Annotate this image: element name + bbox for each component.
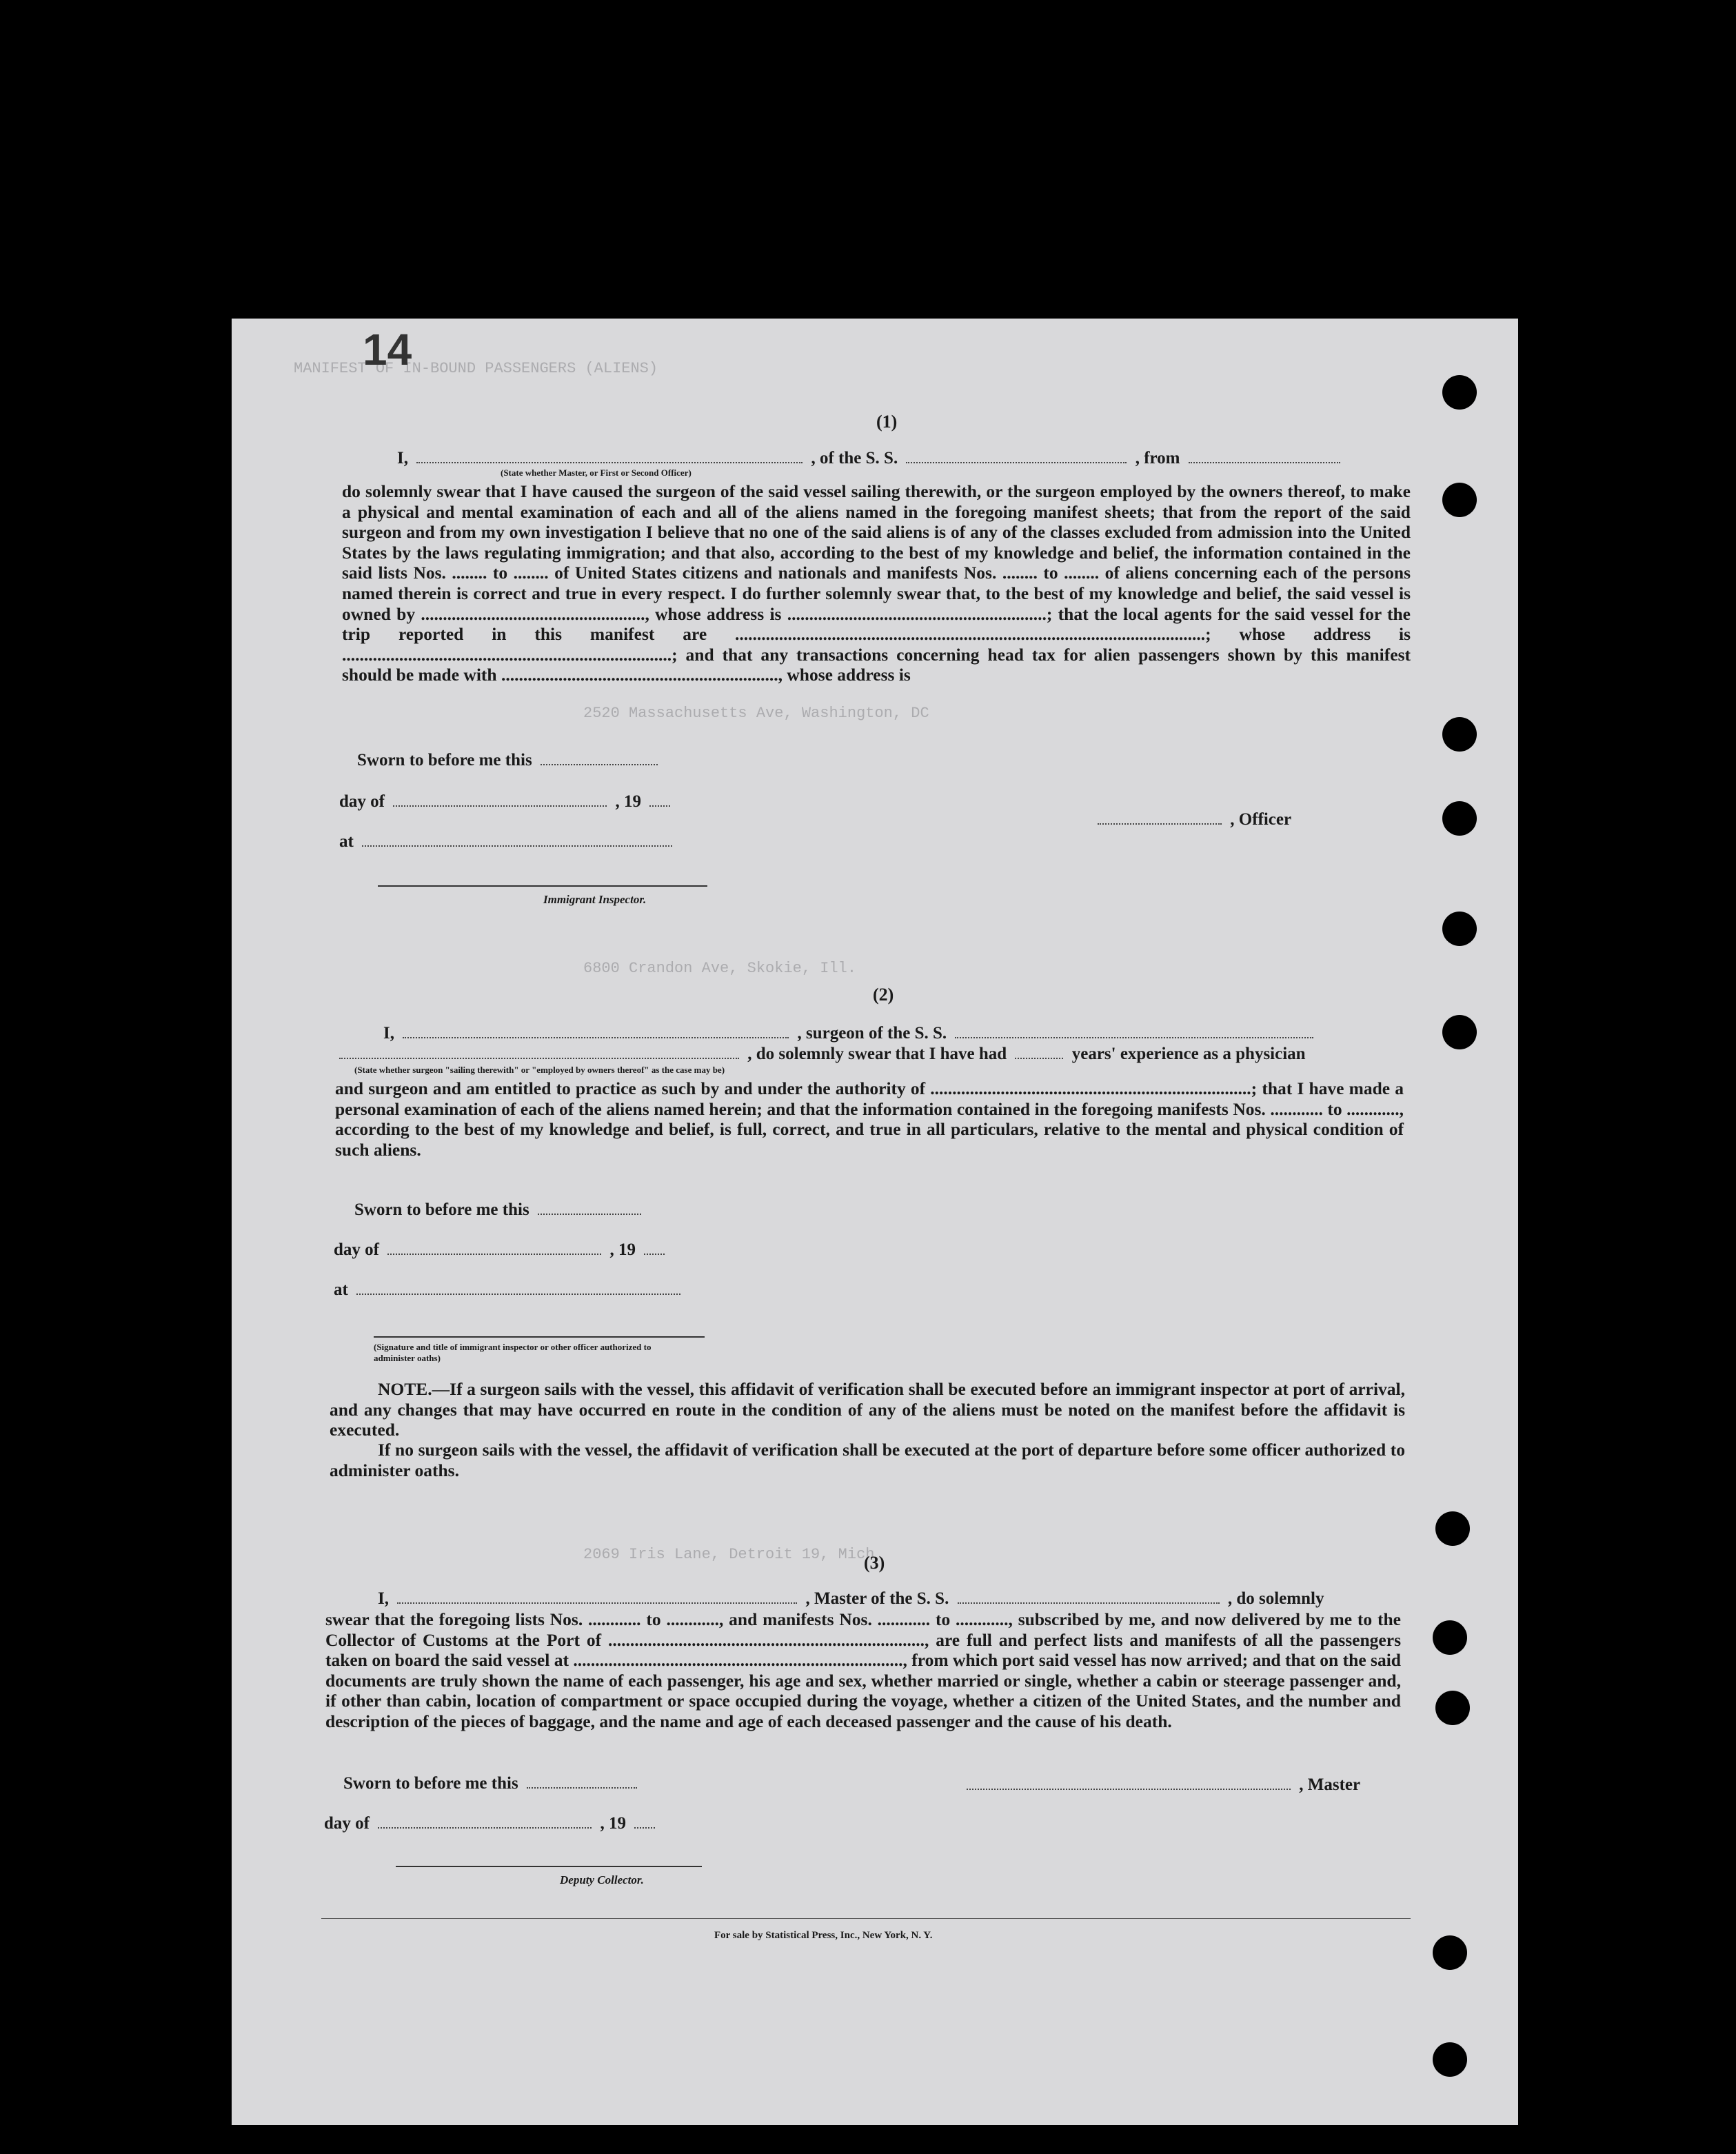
at-label: at [334, 1280, 348, 1299]
punch-hole [1433, 1620, 1467, 1655]
master-line [962, 1775, 1360, 1795]
pronoun: I, [397, 449, 408, 467]
bleed-through-text: 2069 Iris Lane, Detroit 19, Mich [583, 1546, 875, 1563]
blank-field[interactable] [393, 805, 607, 807]
oath-line [397, 448, 1344, 469]
manifest-sheet [232, 319, 1518, 2125]
master-of-label: , Master of the S. S. [805, 1589, 949, 1608]
note-paragraph [330, 1379, 1405, 1440]
at-line [334, 1280, 685, 1300]
bleed-through-text: 2520 Massachusetts Ave, Washington, DC [583, 705, 929, 722]
blank-field[interactable] [644, 1254, 665, 1255]
day-line [324, 1813, 659, 1834]
day-of-label: day of [334, 1240, 379, 1259]
year-label: , 19 [609, 1240, 636, 1259]
punch-hole [1433, 1935, 1467, 1970]
officer-line [1093, 809, 1291, 830]
field-note: (State whether surgeon "sailing therewith" or "employed by owners thereof" as the case may be) [354, 1065, 725, 1075]
blank-field[interactable] [541, 764, 658, 765]
blank-field[interactable] [397, 1602, 797, 1604]
day-line [339, 792, 674, 812]
blank-field[interactable] [1189, 462, 1340, 463]
field-note: (State whether Master, or First or Second Officer) [501, 467, 692, 478]
punch-hole [1442, 801, 1477, 836]
sworn-text: Sworn to before me this [343, 1774, 518, 1793]
at-line [339, 832, 676, 852]
note-label: NOTE. [378, 1379, 432, 1399]
section-number: (2) [873, 985, 894, 1005]
footer-rule [321, 1918, 1411, 1919]
years-label: years' experience as a physician [1071, 1045, 1306, 1063]
year-label: , 19 [615, 792, 641, 811]
printer-imprint: For sale by Statistical Press, Inc., New York, N. Y. [714, 1930, 933, 1941]
sworn-text: Sworn to before me this [357, 751, 532, 769]
bleed-through-text: MANIFEST OF IN-BOUND PASSENGERS (ALIENS) [294, 360, 658, 377]
bleed-through-text: 6800 Crandon Ave, Skokie, Ill. [583, 960, 857, 977]
handwritten-number: 14 [363, 325, 412, 374]
signature-note: (Signature and title of immigrant inspector or other officer authorized to administer oaths) [374, 1342, 652, 1363]
signature-line [374, 1336, 705, 1338]
oath-body: and surgeon and am entitled to practice as such by and under the authority of .........................................................................; that I have made a personal examination of each of the aliens named herein; and that the information contained in the foregoing manifests Nos. ............ to ............, according to the best of my knowledge and belief, is full, correct, and true in all particulars, relative to the mental and physical condition of such aliens. [335, 1078, 1404, 1160]
sworn-text: Sworn to before me this [354, 1200, 529, 1219]
oath-line [378, 1589, 1324, 1609]
blank-field[interactable] [955, 1037, 1313, 1038]
blank-field[interactable] [362, 845, 672, 847]
section-number: (1) [876, 412, 898, 432]
oath-body: swear that the foregoing lists Nos. ............ to ............, and manifests Nos. ............ to ............, subscribed by me, and now delivered by me to the Collector of Customs at the Port of ........................................................................, are full and perfect lists and manifests of all the passengers taken on board the said vessel at ..........................................................................., from which port said vessel has now arrived; and that on the said documents are truly shown the name of each passenger, his age and sex, whether married or single, whether a cabin or steerage passenger and, if other than cabin, location of compartment or space occupied during the voyage, whether a citizen of the United States, and the number and description of the pieces of baggage, and the name and age of each deceased passenger and the cause of his death. [325, 1609, 1401, 1731]
blank-field[interactable] [387, 1254, 601, 1255]
at-label: at [339, 832, 354, 851]
blank-field[interactable] [906, 462, 1127, 463]
blank-field[interactable] [527, 1787, 637, 1789]
blank-field[interactable] [958, 1602, 1220, 1604]
punch-hole [1442, 483, 1477, 517]
blank-field[interactable] [403, 1037, 789, 1038]
blank-field[interactable] [356, 1294, 680, 1295]
oath-line [383, 1023, 1318, 1044]
day-line [334, 1240, 669, 1260]
punch-hole [1433, 2042, 1467, 2077]
swear-label: , do solemnly swear that I have had [747, 1045, 1007, 1063]
surgeon-label: , surgeon of the S. S. [797, 1024, 947, 1043]
pronoun: I, [378, 1589, 389, 1608]
blank-field[interactable] [538, 1214, 641, 1215]
blank-field[interactable] [339, 1058, 739, 1059]
note-paragraph [330, 1440, 1405, 1480]
blank-field[interactable] [378, 1827, 592, 1829]
signature-line [378, 885, 707, 887]
punch-hole [1442, 1015, 1477, 1049]
note-text: —If a surgeon sails with the vessel, this affidavit of verification shall be executed before an immigrant inspector at port of arrival, and any changes that may have occurred en route in the condition of any of the aliens must be noted on the manifest before the affidavit is executed. [330, 1379, 1405, 1440]
punch-hole [1435, 1511, 1470, 1546]
blank-field[interactable] [634, 1827, 655, 1829]
blank-field[interactable] [967, 1789, 1291, 1790]
punch-hole [1435, 1691, 1470, 1725]
blank-field[interactable] [416, 462, 803, 463]
blank-field[interactable] [1015, 1058, 1063, 1059]
solemnly-label: , do solemnly [1227, 1589, 1324, 1608]
blank-field[interactable] [1098, 823, 1222, 825]
inspector-caption: Immigrant Inspector. [543, 893, 647, 906]
collector-caption: Deputy Collector. [560, 1873, 644, 1886]
sworn-label [357, 750, 662, 771]
blank-field[interactable] [649, 805, 670, 807]
year-label: , 19 [600, 1814, 626, 1833]
from-label: , from [1135, 449, 1180, 467]
officer-label: , Officer [1230, 810, 1292, 829]
oath-body: do solemnly swear that I have caused the surgeon of the said vessel sailing therewith, or the surgeon employed by the owners thereof, to make a physical and mental examination of each and all of the aliens named in the foregoing manifest sheets; that from the report of the said surgeon and from my own investigation I believe that no one of the said aliens is of any of the classes excluded from admission into the United States by the laws regulating immigration; and that also, according to the best of my knowledge and belief, the information contained in the said lists Nos. ........ to ........ of United States citizens and nationals and manifests Nos. ........ to ........ of aliens concerning each of the persons named therein is correct and true in every respect. I do further solemnly swear that, to the best of my knowledge and belief, the said vessel is owned by ..................................................., whose address is ...........................................................; that the local agents for the said vessel for the trip reported in this manifest are ...........................................................................................................; whose address is ...........................................................................; and that any transactions concerning head tax for alien passengers shown by this manifest should be made with ..............................................................., whose address is [342, 481, 1411, 685]
pronoun: I, [383, 1024, 394, 1043]
day-of-label: day of [339, 792, 385, 811]
sworn-label [354, 1200, 645, 1220]
punch-hole [1442, 375, 1477, 410]
day-of-label: day of [324, 1814, 370, 1833]
punch-hole [1442, 912, 1477, 946]
ship-label: , of the S. S. [811, 449, 898, 467]
oath-line [335, 1044, 1306, 1065]
note-text: If no surgeon sails with the vessel, the affidavit of verification shall be executed at the port of departure before some officer authorized to administer oaths. [330, 1440, 1405, 1480]
signature-line [396, 1866, 702, 1867]
sworn-label [343, 1773, 641, 1794]
section-number: (3) [864, 1553, 885, 1573]
punch-hole [1442, 717, 1477, 752]
master-label: , Master [1299, 1775, 1361, 1794]
